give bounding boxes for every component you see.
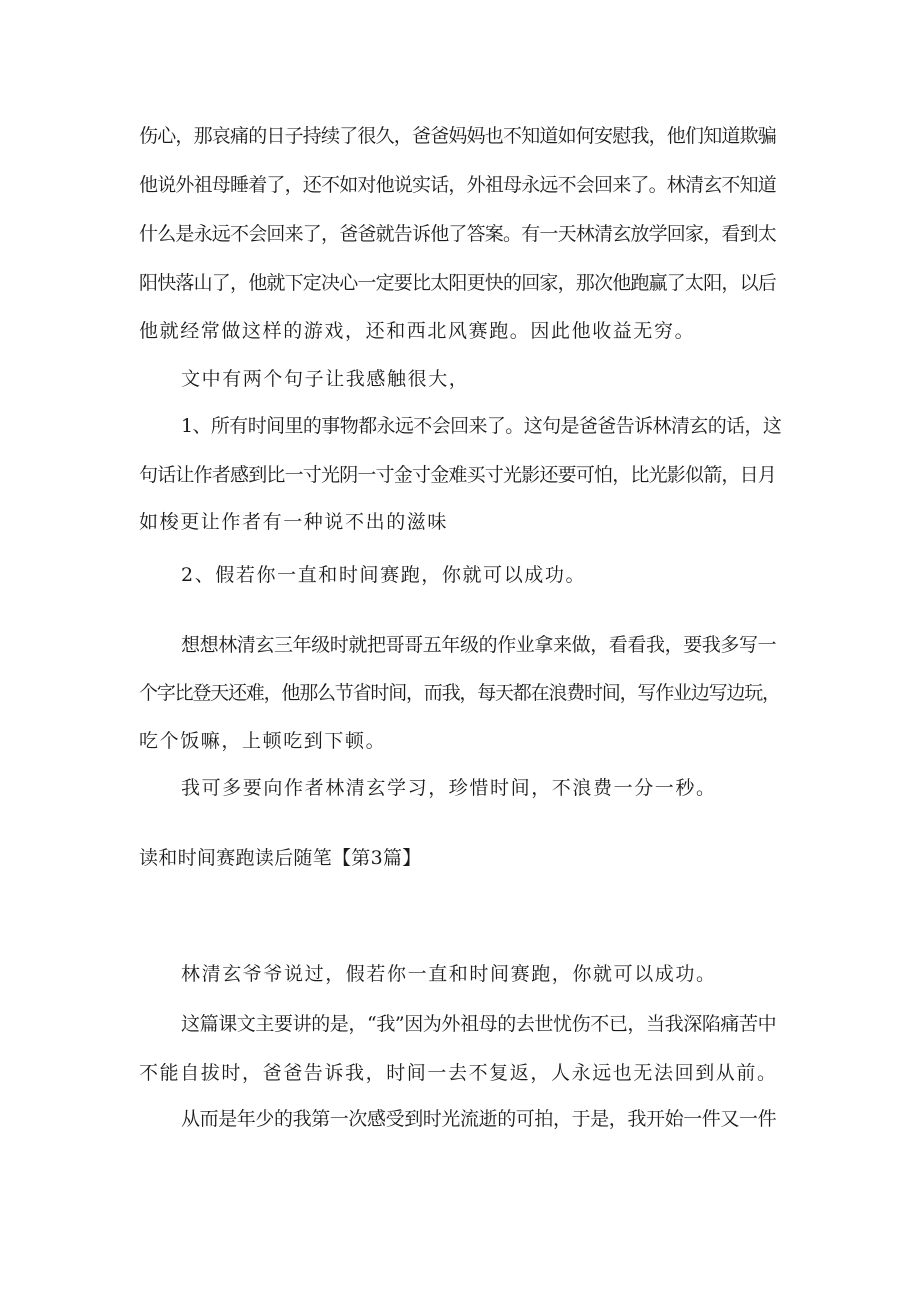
text-line: 句话让作者感到比一寸光阴一寸金寸金难买寸光影还要可怕，比光影似箭，日月 <box>139 464 777 486</box>
text-line: 想想林清玄三年级时就把哥哥五年级的作业拿来做，看看我，要我多写一 <box>181 634 777 656</box>
section-heading: 读和时间赛跑读后随笔【第3篇】 <box>139 847 422 869</box>
text-line: 1、所有时间里的事物都永远不会回来了。这句是爸爸告诉林清玄的话，这 <box>181 415 782 437</box>
text-line: 不能自拔时，爸爸告诉我，时间一去不复返，人永远也无法回到从前。 <box>139 1062 778 1084</box>
text-line: 如梭更让作者有一种说不出的滋味 <box>139 511 449 533</box>
text-line: 吃个饭嘛，上顿吃到下顿。 <box>139 730 387 752</box>
text-line: 什么是永远不会回来了，爸爸就告诉他了答案。有一天林清玄放学回家，看到太 <box>139 223 777 245</box>
text-line: 这篇课文主要讲的是，“我”因为外祖母的去世忧伤不已，当我深陷痛苦中 <box>181 1013 777 1035</box>
text-line: 他说外祖母睡着了，还不如对他说实话，外祖母永远不会回来了。林清玄不知道 <box>139 174 777 196</box>
text-line: 2、假若你一直和时间赛跑，你就可以成功。 <box>181 564 587 586</box>
text-line: 我可多要向作者林清玄学习，珍惜时间，不浪费一分一秒。 <box>181 777 717 799</box>
text-line: 阳快落山了，他就下定决心一定要比太阳更快的回家，那次他跑赢了太阳，以后 <box>139 272 777 294</box>
text-line: 伤心，那哀痛的日子持续了很久，爸爸妈妈也不知道如何安慰我，他们知道欺骗 <box>139 125 777 147</box>
text-line: 文中有两个句子让我感触很大， <box>181 368 470 390</box>
text-line: 他就经常做这样的游戏，还和西北风赛跑。因此他收益无穷。 <box>139 320 696 342</box>
text-line: 林清玄爷爷说过，假若你一直和时间赛跑，你就可以成功。 <box>181 963 717 985</box>
text-line: 个字比登天还难，他那么节省时间，而我，每天都在浪费时间，写作业边写边玩， <box>139 682 780 704</box>
text-line: 从而是年少的我第一次感受到时光流逝的可拍，于是，我开始一件又一件 <box>181 1108 777 1130</box>
